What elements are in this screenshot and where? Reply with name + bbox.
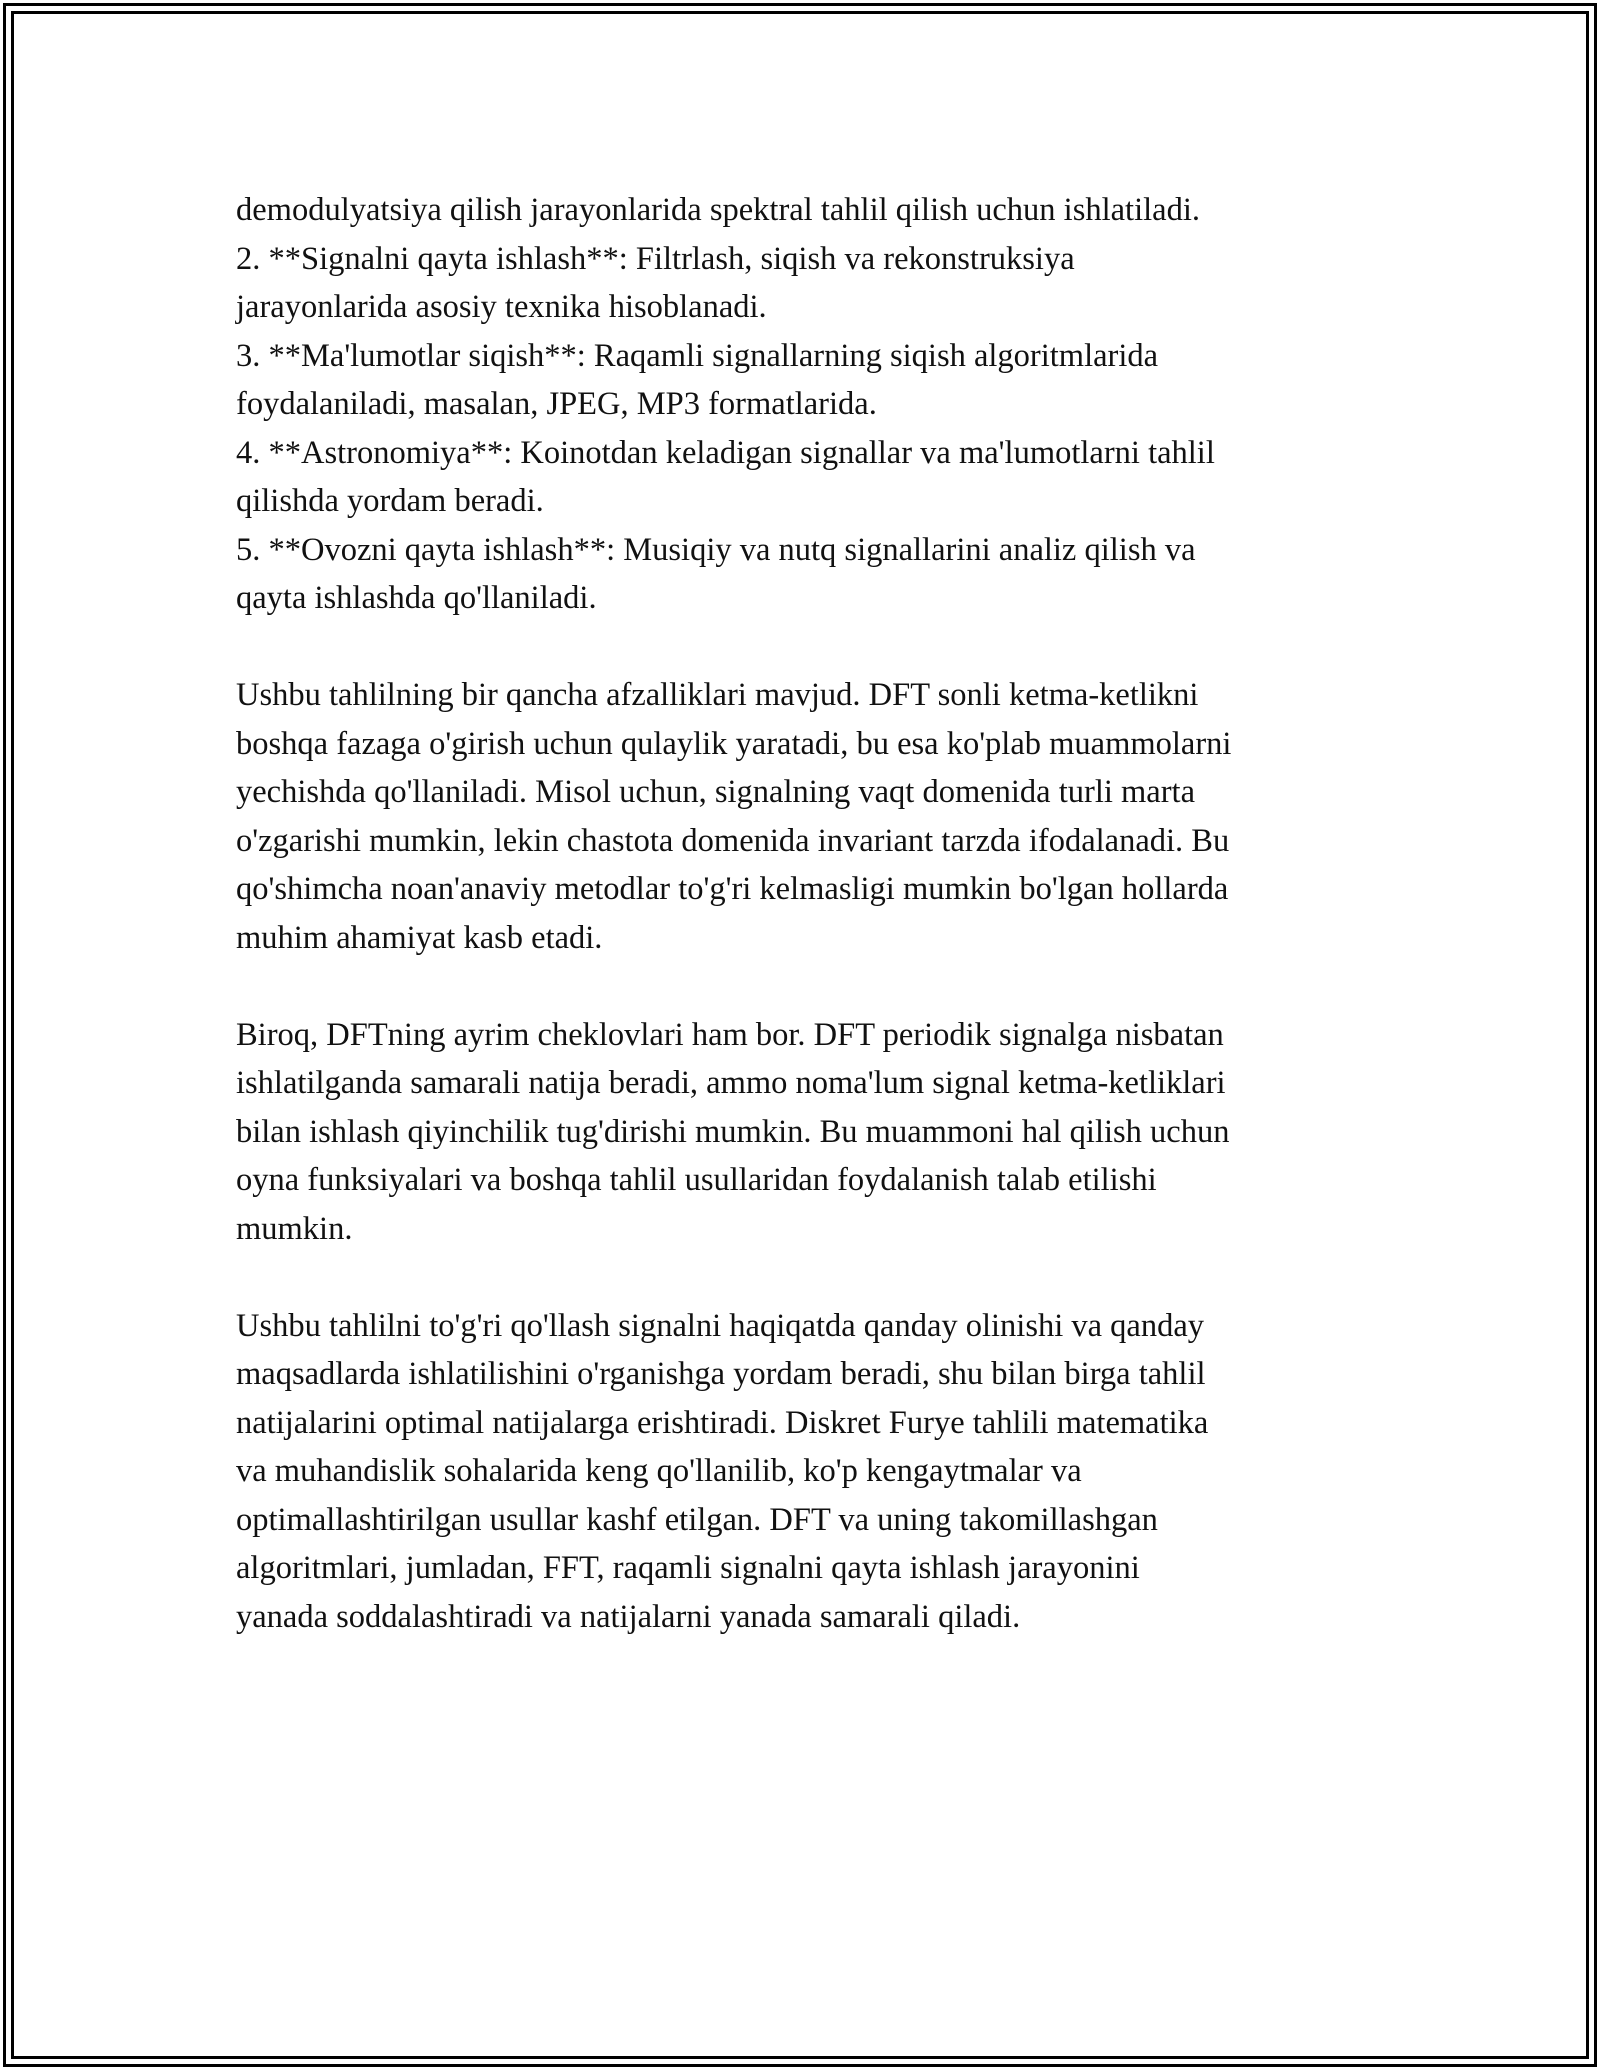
text-line: bilan ishlash qiyinchilik tug'dirishi mumkin. Bu muammoni hal qilish uchun xyxy=(236,1113,1230,1150)
paragraph-conclusion: Ushbu tahlilni to'g'ri qo'llash signalni haqiqatda qanday olinishi va qanday xyxy=(236,1307,1205,1344)
text-line: ishlatilganda samarali natija beradi, ammo noma'lum signal ketma-ketliklari xyxy=(236,1065,1226,1101)
text-line: boshqa fazaga o'girish uchun qulaylik yaratadi, bu esa ko'plab muammolarni xyxy=(236,725,1232,762)
text-line: qayta ishlashda qo'llaniladi. xyxy=(236,580,597,616)
text-line: foydalaniladi, masalan, JPEG, MP3 formatlarida. xyxy=(236,386,877,422)
text-line: yanada soddalashtiradi va natijalarni yanada samarali qiladi. xyxy=(236,1598,1021,1635)
text-line: qo'shimcha noan'anaviy metodlar to'g'ri kelmasligi mumkin bo'lgan hollarda xyxy=(236,871,1229,907)
list-item-signal-processing: 2. **Signalni qayta ishlash**: Filtrlash, siqish va rekonstruksiya xyxy=(236,240,1075,277)
text-line: maqsadlarda ishlatilishini o'rganishga yordam beradi, shu bilan birga tahlil xyxy=(236,1356,1206,1392)
text-line: qilishda yordam beradi. xyxy=(236,483,544,519)
list-item-data-compression: 3. **Ma'lumotlar siqish**: Raqamli signallarning siqish algoritmlarida xyxy=(236,337,1159,374)
paragraph-gap xyxy=(236,962,1386,1011)
paragraph-gap xyxy=(236,623,1386,672)
list-item-audio-processing: 5. **Ovozni qayta ishlash**: Musiqiy va nutq signallarini analiz qilish va xyxy=(236,531,1196,568)
paragraph-limitations: Biroq, DFTning ayrim cheklovlari ham bor. DFT periodik signalga nisbatan xyxy=(236,1016,1224,1053)
text-line: mumkin. xyxy=(236,1210,353,1247)
document-body xyxy=(236,186,1386,1641)
text-line: optimallashtirilgan usullar kashf etilgan. DFT va uning takomillashgan xyxy=(236,1501,1158,1538)
text-line: o'zgarishi mumkin, lekin chastota domenida invariant tarzda ifodalanadi. Bu xyxy=(236,822,1230,859)
text-line: jarayonlarida asosiy texnika hisoblanadi. xyxy=(236,289,767,325)
paragraph-advantages: Ushbu tahlilning bir qancha afzalliklari mavjud. DFT sonli ketma-ketlikni xyxy=(236,677,1199,713)
text-line: demodulyatsiya qilish jarayonlarida spektral tahlil qilish uchun ishlatiladi. xyxy=(236,192,1200,228)
text-line: natijalarini optimal natijalarga erishtiradi. Diskret Furye tahlili matematika xyxy=(236,1404,1209,1441)
text-line: muhim ahamiyat kasb etadi. xyxy=(236,919,603,956)
text-line: algoritmlari, jumladan, FFT, raqamli signalni qayta ishlash jarayonini xyxy=(236,1550,1140,1586)
paragraph-gap xyxy=(236,1253,1386,1302)
text-line: va muhandislik sohalarida keng qo'llanilib, ko'p kengaytmalar va xyxy=(236,1453,1082,1489)
text-line: oyna funksiyalari va boshqa tahlil usullaridan foydalanish talab etilishi xyxy=(236,1162,1157,1198)
text-line: yechishda qo'llaniladi. Misol uchun, signalning vaqt domenida turli marta xyxy=(236,774,1196,810)
list-item-astronomy: 4. **Astronomiya**: Koinotdan keladigan signallar va ma'lumotlarni tahlil xyxy=(236,434,1215,471)
